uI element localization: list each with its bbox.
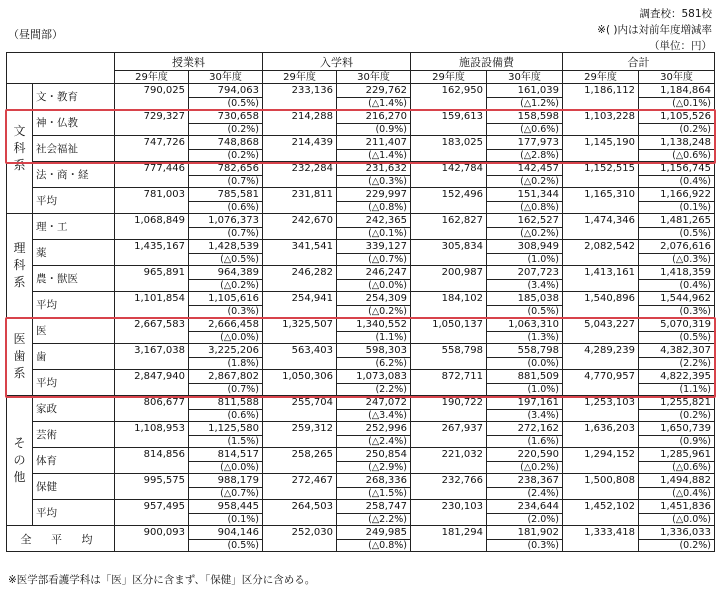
value-cell: 1,076,373	[189, 214, 263, 228]
value-cell: 200,987	[411, 266, 487, 292]
value-cell: 259,312	[263, 422, 337, 448]
value-cell: 184,102	[411, 292, 487, 318]
value-cell: 1,050,137	[411, 318, 487, 344]
total-change-cell: (0.5%)	[189, 540, 263, 552]
value-cell: 177,973	[487, 136, 563, 150]
year-header: 29年度	[563, 71, 639, 84]
change-cell: (2.2%)	[639, 358, 715, 370]
value-cell: 730,658	[189, 110, 263, 124]
change-cell: (0.2%)	[189, 124, 263, 136]
value-cell: 1,494,882	[639, 474, 715, 488]
value-cell: 221,032	[411, 448, 487, 474]
change-cell: (0.6%)	[189, 202, 263, 214]
value-cell: 1,636,203	[563, 422, 639, 448]
change-cell: (1.0%)	[487, 254, 563, 266]
table-row	[7, 474, 715, 488]
table-row	[7, 344, 715, 358]
value-cell: 230,103	[411, 500, 487, 526]
table-row	[7, 292, 715, 306]
change-cell: (△0.8%)	[487, 202, 563, 214]
change-cell: (△3.4%)	[337, 410, 411, 422]
change-cell: (△0.0%)	[639, 514, 715, 526]
value-cell: 794,063	[189, 84, 263, 98]
value-cell: 264,503	[263, 500, 337, 526]
value-cell: 782,656	[189, 162, 263, 176]
change-note: ※( )内は対前年度増減率	[597, 24, 712, 36]
value-cell: 162,527	[487, 214, 563, 228]
category-label: 法・商・経	[33, 162, 115, 188]
total-change-cell: (△0.8%)	[337, 540, 411, 552]
value-cell: 1,435,167	[115, 240, 189, 266]
year-header: 30年度	[189, 71, 263, 84]
value-cell: 881,509	[487, 370, 563, 384]
change-cell: (△0.8%)	[337, 202, 411, 214]
change-cell: (△2.8%)	[487, 150, 563, 162]
value-cell: 272,162	[487, 422, 563, 436]
value-cell: 161,039	[487, 84, 563, 98]
value-cell: 1,068,849	[115, 214, 189, 240]
surveyed-schools: 調査校：581校	[639, 8, 712, 20]
table-row	[7, 396, 715, 410]
change-cell: (0.4%)	[639, 176, 715, 188]
value-cell: 242,670	[263, 214, 337, 240]
table-row	[7, 214, 715, 228]
value-cell: 1,103,228	[563, 110, 639, 136]
value-cell: 246,247	[337, 266, 411, 280]
change-cell: (0.5%)	[487, 306, 563, 318]
year-header: 29年度	[115, 71, 189, 84]
value-cell: 965,891	[115, 266, 189, 292]
change-cell: (△0.7%)	[189, 488, 263, 500]
change-cell: (0.1%)	[639, 202, 715, 214]
table-row	[7, 240, 715, 254]
value-cell: 252,996	[337, 422, 411, 436]
header-admission: 入学料	[263, 53, 411, 71]
category-label: 薬	[33, 240, 115, 266]
year-header: 30年度	[487, 71, 563, 84]
total-value-cell: 252,030	[263, 526, 337, 552]
change-cell: (2.4%)	[487, 488, 563, 500]
category-label: 平均	[33, 292, 115, 318]
value-cell: 305,834	[411, 240, 487, 266]
category-label: 歯	[33, 344, 115, 370]
value-cell: 158,598	[487, 110, 563, 124]
value-cell: 254,309	[337, 292, 411, 306]
value-cell: 1,500,808	[563, 474, 639, 500]
value-cell: 4,822,395	[639, 370, 715, 384]
change-cell: (1.5%)	[189, 436, 263, 448]
report-meta	[597, 6, 712, 54]
change-cell: (3.4%)	[487, 280, 563, 292]
value-cell: 272,467	[263, 474, 337, 500]
year-header: 29年度	[411, 71, 487, 84]
change-cell: (△0.2%)	[337, 306, 411, 318]
value-cell: 255,704	[263, 396, 337, 422]
value-cell: 159,613	[411, 110, 487, 136]
value-cell: 1,152,515	[563, 162, 639, 188]
tuition-table	[6, 52, 715, 552]
value-cell: 1,125,580	[189, 422, 263, 436]
change-cell: (0.3%)	[189, 306, 263, 318]
value-cell: 1,418,359	[639, 266, 715, 280]
value-cell: 232,766	[411, 474, 487, 500]
category-label: 家政	[33, 396, 115, 422]
value-cell: 4,382,307	[639, 344, 715, 358]
header-total: 合計	[563, 53, 715, 71]
value-cell: 1,294,152	[563, 448, 639, 474]
change-cell: (0.5%)	[639, 332, 715, 344]
value-cell: 339,127	[337, 240, 411, 254]
change-cell: (△0.6%)	[487, 124, 563, 136]
total-value-cell: 181,902	[487, 526, 563, 540]
value-cell: 995,575	[115, 474, 189, 500]
year-header: 30年度	[639, 71, 715, 84]
year-header: 30年度	[337, 71, 411, 84]
value-cell: 1,138,248	[639, 136, 715, 150]
change-cell: (1.8%)	[189, 358, 263, 370]
value-cell: 5,070,319	[639, 318, 715, 332]
value-cell: 5,043,227	[563, 318, 639, 344]
value-cell: 988,179	[189, 474, 263, 488]
value-cell: 957,495	[115, 500, 189, 526]
value-cell: 229,762	[337, 84, 411, 98]
value-cell: 234,644	[487, 500, 563, 514]
overall-average-label: 全 平 均	[7, 526, 115, 552]
change-cell: (1.1%)	[337, 332, 411, 344]
value-cell: 216,270	[337, 110, 411, 124]
value-cell: 2,667,583	[115, 318, 189, 344]
value-cell: 1,165,310	[563, 188, 639, 214]
category-label: 平均	[33, 188, 115, 214]
change-cell: (△1.4%)	[337, 98, 411, 110]
change-cell: (△0.4%)	[639, 488, 715, 500]
category-label: 保健	[33, 474, 115, 500]
value-cell: 207,723	[487, 266, 563, 280]
change-cell: (△0.5%)	[189, 254, 263, 266]
change-cell: (1.1%)	[639, 384, 715, 396]
value-cell: 246,282	[263, 266, 337, 292]
category-label: 社会福祉	[33, 136, 115, 162]
value-cell: 4,289,239	[563, 344, 639, 370]
value-cell: 872,711	[411, 370, 487, 396]
value-cell: 748,868	[189, 136, 263, 150]
value-cell: 964,389	[189, 266, 263, 280]
session-label: （昼間部）	[8, 28, 63, 41]
change-cell: (0.6%)	[189, 410, 263, 422]
value-cell: 806,677	[115, 396, 189, 422]
value-cell: 231,632	[337, 162, 411, 176]
table-row	[7, 422, 715, 436]
change-cell: (△2.4%)	[337, 436, 411, 448]
value-cell: 598,303	[337, 344, 411, 358]
value-cell: 267,937	[411, 422, 487, 448]
change-cell: (0.2%)	[639, 124, 715, 136]
value-cell: 3,225,206	[189, 344, 263, 358]
value-cell: 1,285,961	[639, 448, 715, 462]
value-cell: 558,798	[411, 344, 487, 370]
year-header: 29年度	[263, 71, 337, 84]
value-cell: 814,856	[115, 448, 189, 474]
total-value-cell: 181,294	[411, 526, 487, 552]
change-cell: (△0.6%)	[639, 462, 715, 474]
category-label: 平均	[33, 370, 115, 396]
value-cell: 232,284	[263, 162, 337, 188]
value-cell: 1,186,112	[563, 84, 639, 110]
value-cell: 242,365	[337, 214, 411, 228]
change-cell: (1.3%)	[487, 332, 563, 344]
change-cell: (△1.4%)	[337, 150, 411, 162]
value-cell: 258,265	[263, 448, 337, 474]
value-cell: 183,025	[411, 136, 487, 162]
change-cell: (△0.1%)	[337, 228, 411, 240]
value-cell: 1,474,346	[563, 214, 639, 240]
change-cell: (1.0%)	[487, 384, 563, 396]
value-cell: 2,666,458	[189, 318, 263, 332]
value-cell: 268,336	[337, 474, 411, 488]
value-cell: 558,798	[487, 344, 563, 358]
change-cell: (0.5%)	[189, 98, 263, 110]
value-cell: 781,003	[115, 188, 189, 214]
value-cell: 214,288	[263, 110, 337, 136]
value-cell: 1,156,745	[639, 162, 715, 176]
change-cell: (△0.2%)	[487, 462, 563, 474]
value-cell: 1,452,102	[563, 500, 639, 526]
change-cell: (0.1%)	[189, 514, 263, 526]
change-cell: (△0.7%)	[337, 254, 411, 266]
value-cell: 563,403	[263, 344, 337, 370]
group-label: 理科系	[7, 214, 33, 318]
value-cell: 233,136	[263, 84, 337, 110]
change-cell: (△1.5%)	[337, 488, 411, 500]
value-cell: 1,073,083	[337, 370, 411, 384]
change-cell: (3.4%)	[487, 410, 563, 422]
change-cell: (△0.0%)	[189, 462, 263, 474]
value-cell: 1,184,864	[639, 84, 715, 98]
change-cell: (△1.2%)	[487, 98, 563, 110]
change-cell: (△2.9%)	[337, 462, 411, 474]
value-cell: 814,517	[189, 448, 263, 462]
change-cell: (6.2%)	[337, 358, 411, 370]
value-cell: 1,105,526	[639, 110, 715, 124]
change-cell: (0.9%)	[639, 436, 715, 448]
value-cell: 1,108,953	[115, 422, 189, 448]
value-cell: 162,950	[411, 84, 487, 110]
total-value-cell: 904,146	[189, 526, 263, 540]
change-cell: (△0.2%)	[487, 176, 563, 188]
header-corner	[7, 53, 115, 84]
value-cell: 214,439	[263, 136, 337, 162]
change-cell: (△0.3%)	[639, 254, 715, 266]
table-row	[7, 266, 715, 280]
value-cell: 1,063,310	[487, 318, 563, 332]
value-cell: 1,340,552	[337, 318, 411, 332]
category-label: 農・獣医	[33, 266, 115, 292]
total-value-cell: 1,333,418	[563, 526, 639, 552]
value-cell: 1,101,854	[115, 292, 189, 318]
value-cell: 185,038	[487, 292, 563, 306]
value-cell: 1,544,962	[639, 292, 715, 306]
total-value-cell: 249,985	[337, 526, 411, 540]
value-cell: 2,076,616	[639, 240, 715, 254]
unit-label: （単位：円）	[649, 40, 712, 52]
total-value-cell: 1,336,033	[639, 526, 715, 540]
value-cell: 729,327	[115, 110, 189, 136]
value-cell: 162,827	[411, 214, 487, 240]
total-value-cell: 900,093	[115, 526, 189, 552]
value-cell: 2,867,802	[189, 370, 263, 384]
value-cell: 142,784	[411, 162, 487, 188]
value-cell: 190,722	[411, 396, 487, 422]
category-label: 芸術	[33, 422, 115, 448]
value-cell: 1,650,739	[639, 422, 715, 436]
group-label: 文科系	[7, 84, 33, 214]
table-row	[7, 110, 715, 124]
value-cell: 2,082,542	[563, 240, 639, 266]
change-cell: (△2.2%)	[337, 514, 411, 526]
category-label: 医	[33, 318, 115, 344]
value-cell: 3,167,038	[115, 344, 189, 370]
value-cell: 1,540,896	[563, 292, 639, 318]
change-cell: (0.5%)	[639, 228, 715, 240]
value-cell: 258,747	[337, 500, 411, 514]
group-label: 医歯系	[7, 318, 33, 396]
value-cell: 151,344	[487, 188, 563, 202]
category-label: 平均	[33, 500, 115, 526]
change-cell: (2.0%)	[487, 514, 563, 526]
value-cell: 1,481,265	[639, 214, 715, 228]
total-change-cell: (0.2%)	[639, 540, 715, 552]
value-cell: 238,367	[487, 474, 563, 488]
value-cell: 2,847,940	[115, 370, 189, 396]
category-label: 神・仏教	[33, 110, 115, 136]
table-row	[7, 162, 715, 176]
change-cell: (0.0%)	[487, 358, 563, 370]
change-cell: (△0.0%)	[337, 280, 411, 292]
header-tuition: 授業料	[115, 53, 263, 71]
value-cell: 220,590	[487, 448, 563, 462]
value-cell: 747,726	[115, 136, 189, 162]
value-cell: 231,811	[263, 188, 337, 214]
category-label: 体育	[33, 448, 115, 474]
footnote: ※医学部看護学科は「医」区分に含まず、「保健」区分に含める。	[8, 574, 316, 586]
value-cell: 247,072	[337, 396, 411, 410]
change-cell: (0.7%)	[189, 384, 263, 396]
change-cell: (0.9%)	[337, 124, 411, 136]
value-cell: 1,428,539	[189, 240, 263, 254]
value-cell: 777,446	[115, 162, 189, 188]
value-cell: 152,496	[411, 188, 487, 214]
change-cell: (△0.6%)	[639, 150, 715, 162]
total-row	[7, 526, 715, 540]
table-row	[7, 188, 715, 202]
category-label: 文・教育	[33, 84, 115, 110]
change-cell: (0.2%)	[189, 150, 263, 162]
value-cell: 1,253,103	[563, 396, 639, 422]
change-cell: (△0.2%)	[487, 228, 563, 240]
change-cell: (△0.2%)	[189, 280, 263, 292]
value-cell: 341,541	[263, 240, 337, 266]
table-row	[7, 84, 715, 98]
table-row	[7, 500, 715, 514]
value-cell: 254,941	[263, 292, 337, 318]
value-cell: 4,770,957	[563, 370, 639, 396]
value-cell: 1,413,161	[563, 266, 639, 292]
change-cell: (0.2%)	[639, 410, 715, 422]
value-cell: 1,451,836	[639, 500, 715, 514]
change-cell: (0.3%)	[639, 306, 715, 318]
value-cell: 250,854	[337, 448, 411, 462]
value-cell: 1,325,507	[263, 318, 337, 344]
change-cell: (1.6%)	[487, 436, 563, 448]
value-cell: 211,407	[337, 136, 411, 150]
value-cell: 1,145,190	[563, 136, 639, 162]
value-cell: 958,445	[189, 500, 263, 514]
change-cell: (0.4%)	[639, 280, 715, 292]
change-cell: (0.7%)	[189, 228, 263, 240]
group-label: その他	[7, 396, 33, 526]
table-row	[7, 136, 715, 150]
value-cell: 197,161	[487, 396, 563, 410]
value-cell: 785,581	[189, 188, 263, 202]
change-cell: (△0.3%)	[337, 176, 411, 188]
table-row	[7, 448, 715, 462]
table-row	[7, 370, 715, 384]
change-cell: (0.7%)	[189, 176, 263, 188]
value-cell: 308,949	[487, 240, 563, 254]
value-cell: 811,588	[189, 396, 263, 410]
total-change-cell: (0.3%)	[487, 540, 563, 552]
value-cell: 1,255,821	[639, 396, 715, 410]
value-cell: 1,105,616	[189, 292, 263, 306]
change-cell: (△0.0%)	[189, 332, 263, 344]
table-row	[7, 318, 715, 332]
category-label: 理・工	[33, 214, 115, 240]
value-cell: 1,166,922	[639, 188, 715, 202]
change-cell: (△0.1%)	[639, 98, 715, 110]
value-cell: 229,997	[337, 188, 411, 202]
header-facility: 施設設備費	[411, 53, 563, 71]
value-cell: 142,457	[487, 162, 563, 176]
value-cell: 790,025	[115, 84, 189, 110]
value-cell: 1,050,306	[263, 370, 337, 396]
change-cell: (2.2%)	[337, 384, 411, 396]
